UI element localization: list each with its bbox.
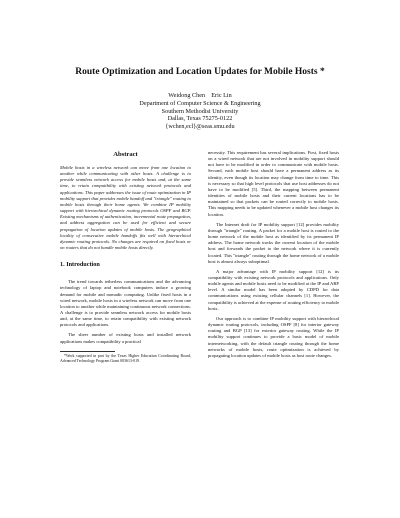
right-column (208, 150, 339, 359)
left-column (60, 150, 191, 364)
section-heading-introduction: 1. Introduction (60, 261, 100, 269)
footnote-divider (60, 351, 115, 352)
author-block (0, 92, 400, 131)
abstract-heading: Abstract (113, 151, 138, 158)
paper-title: Route Optimization and Location Updates for Mobile Hosts * (75, 67, 325, 77)
emails: {wchen,ecl}@seas.smu.edu (165, 123, 235, 131)
right-paragraph-2: The Internet draft for IP mobility support [12] provides mobility through "triangle" routing. A packet for a mobile host is routed to the home network of the mobile host as identified by its permanent IP address. The home network tracks the current location of the mobile host and forwards the packet to the network where it is currently located. This "triangle" routing through the home network of a mobile host is almost always suboptimal. (208, 221, 339, 264)
right-paragraph-4: Our approach is to combine IP mobility support with hierarchical dynamic routing protocols, including OSPF [8] for interior gateway routing and BGP [13] for exterior gateway routing. While the IP mobility support continues to provide a basic model of mobile internetworking, with the default triangle routing through the home networks of mobile hosts, route optimization is achieved by propagating location updates of mobile hosts as host route changes. (208, 315, 339, 358)
author-names: Weidong Chen Eric Lin (168, 92, 232, 99)
right-paragraph-1: necessity. This requirement has several implications. First, fixed hosts on a wired network that are not involved in mobility support should not have to be modified in order to communicate with mobile hosts. Second, each mobile host should have a permanent address as its identity, even though its location may change from time to time. This is necessary so that high level protocols that use host addresses do not have to be modified [5]. Third, the mapping between permanent identities of mobile hosts and their current locations has to be maintained so that packets can be routed correctly to mobile hosts. This mapping needs to be updated whenever a mobile host changes its location. (208, 150, 339, 217)
right-paragraph-3: A major advantage with IP mobility support [12] is its compatibility with existing network protocols and applications. Only mobile agents and mobile hosts need to be modified at the IP and ARP level. A similar model has been adopted by CDPD for data communications using existing cellular channels [1]. However, the compatibility is achieved at the expense of routing efficiency to mobile hosts. (208, 268, 339, 311)
footnote: *Work supported in part by the Texas Higher Education Coordinating Board, Advanced Technology Program Grant 003613-019. (60, 353, 191, 363)
university: Southern Methodist University (161, 107, 239, 115)
intro-paragraph-1: The trend towards tetherless communications and the advancing technology of laptop and notebook computers induce a growing demand for mobile and nomadic computing. Unlike fixed hosts in a wired network, mobile hosts in a wireless network can move from one location to another while maintaining continuous network connections. A challenge is to provide seamless network access for mobile hosts and, at the same time, to retain compatibility with existing network protocols and applications. (60, 279, 191, 328)
abstract-text: Mobile hosts in a wireless network can move from one location to another while communicating with other hosts. A challenge is to provide seamless network access for mobile hosts and, at the same time, to retain compatibility with existing network protocols and applications. This paper addresses the issue of route optimization in IP mobility support that provides mobile handoff and "triangle" routing to mobile hosts through their home agents. We combine IP mobility support with hierarchical dynamic routing protocols OSPF and BGP. Existing mechanisms of authentication, incremental route propagation, and address aggregation can be used for efficient and secure propagation of location updates of mobile hosts. The geographical locality of consecutive mobile handoffs fits well with hierarchical dynamic routing protocols. No changes are required on fixed hosts or on routers that do not handle mobile hosts directly. (60, 165, 191, 251)
intro-paragraph-2: The sheer number of existing hosts and installed network applications makes compatibility a practical (60, 332, 191, 344)
department: Department of Computer Science & Engineering (139, 99, 261, 107)
city: Dallas, Texas 75275-0122 (167, 115, 233, 123)
